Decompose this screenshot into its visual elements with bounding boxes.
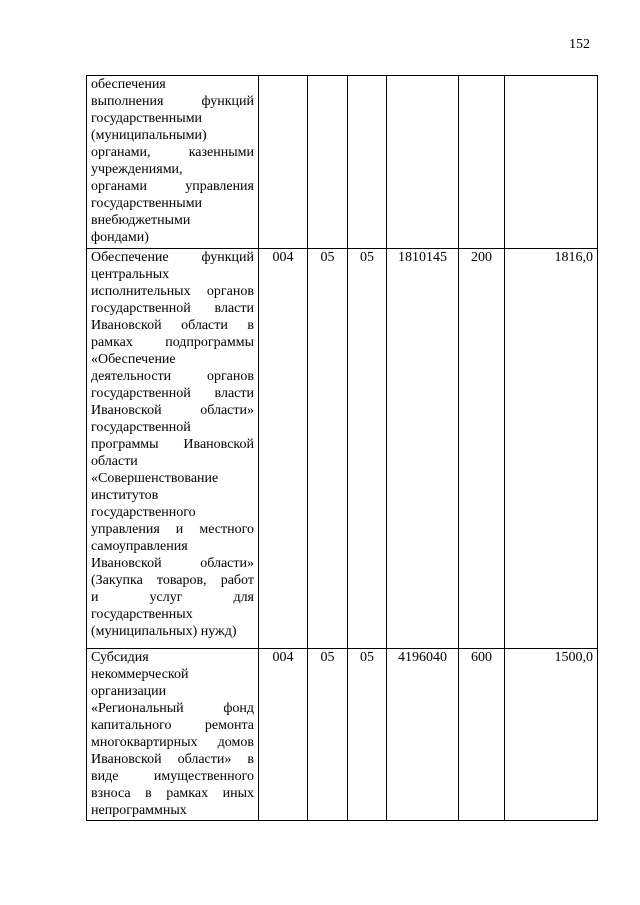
amount-cell: 1500,0 bbox=[505, 649, 598, 821]
description-line: исполнительных органов bbox=[91, 284, 254, 299]
expense-type-cell bbox=[459, 76, 505, 249]
table-row bbox=[87, 76, 598, 249]
description-line: деятельности органов bbox=[91, 369, 254, 384]
description-line: самоуправления bbox=[91, 539, 188, 554]
description-line: многоквартирных домов bbox=[91, 735, 254, 750]
description-line: Ивановской области» в bbox=[91, 752, 254, 767]
description-line: и услуг для bbox=[91, 590, 254, 605]
description-line: внебюджетными bbox=[91, 213, 191, 228]
subsection-code-cell: 05 bbox=[348, 649, 387, 821]
expense-description-cell bbox=[87, 649, 259, 821]
section-code-cell: 05 bbox=[308, 249, 348, 649]
table-row bbox=[87, 649, 598, 821]
description-line: органами, казенными bbox=[91, 145, 254, 160]
description-line: Ивановской области в bbox=[91, 318, 254, 333]
target-article-cell: 1810145 bbox=[387, 249, 459, 649]
description-line: центральных bbox=[91, 267, 170, 282]
description-line: государственными bbox=[91, 111, 203, 126]
section-code-cell: 05 bbox=[308, 649, 348, 821]
description-line: обеспечения bbox=[91, 77, 166, 92]
description-line: (муниципальных) нужд) bbox=[91, 624, 237, 639]
page-number: 152 bbox=[569, 37, 590, 52]
description-line: виде имущественного bbox=[91, 769, 254, 784]
description-line: (Закупка товаров, работ bbox=[91, 573, 254, 588]
target-article-cell: 4196040 bbox=[387, 649, 459, 821]
expense-description-cell bbox=[87, 76, 259, 249]
expense-description-cell bbox=[87, 249, 259, 649]
description-line: управления и местного bbox=[91, 522, 254, 537]
description-line: области bbox=[91, 454, 138, 469]
description-line: Ивановской области» bbox=[91, 403, 254, 418]
description-line: рамках подпрограммы bbox=[91, 335, 254, 350]
description-line: государственной власти bbox=[91, 301, 254, 316]
description-line: Ивановской области» bbox=[91, 556, 254, 571]
budget-table-body bbox=[87, 76, 598, 821]
description-line: капитального ремонта bbox=[91, 718, 254, 733]
description-line: государственной власти bbox=[91, 386, 254, 401]
description-line: взноса в рамках иных bbox=[91, 786, 254, 801]
description-line: государственного bbox=[91, 505, 196, 520]
description-line: (муниципальными) bbox=[91, 128, 207, 143]
description-line: непрограммных bbox=[91, 803, 187, 818]
ministry-code-cell: 004 bbox=[259, 649, 308, 821]
description-line: государственных bbox=[91, 607, 193, 622]
description-line: государственной bbox=[91, 420, 191, 435]
target-article-cell bbox=[387, 76, 459, 249]
description-line: программы Ивановской bbox=[91, 437, 254, 452]
description-line: «Совершенствование bbox=[91, 471, 219, 486]
ministry-code-cell: 004 bbox=[259, 249, 308, 649]
description-line: Обеспечение функций bbox=[91, 250, 254, 265]
subsection-code-cell: 05 bbox=[348, 249, 387, 649]
expense-type-cell: 600 bbox=[459, 649, 505, 821]
budget-table bbox=[86, 75, 598, 821]
expense-type-cell: 200 bbox=[459, 249, 505, 649]
description-line: государственными bbox=[91, 196, 203, 211]
amount-cell: 1816,0 bbox=[505, 249, 598, 649]
description-line: «Региональный фонд bbox=[91, 701, 254, 716]
description-line: учреждениями, bbox=[91, 162, 183, 177]
description-line: органами управления bbox=[91, 179, 254, 194]
description-line: институтов bbox=[91, 488, 159, 503]
description-line: некоммерческой bbox=[91, 667, 189, 682]
subsection-code-cell bbox=[348, 76, 387, 249]
description-line: организации bbox=[91, 684, 167, 699]
description-line: Субсидия bbox=[91, 650, 149, 665]
description-line: выполнения функций bbox=[91, 94, 254, 109]
amount-cell bbox=[505, 76, 598, 249]
ministry-code-cell bbox=[259, 76, 308, 249]
description-line: «Обеспечение bbox=[91, 352, 176, 367]
description-line: фондами) bbox=[91, 230, 149, 245]
table-row bbox=[87, 249, 598, 649]
section-code-cell bbox=[308, 76, 348, 249]
